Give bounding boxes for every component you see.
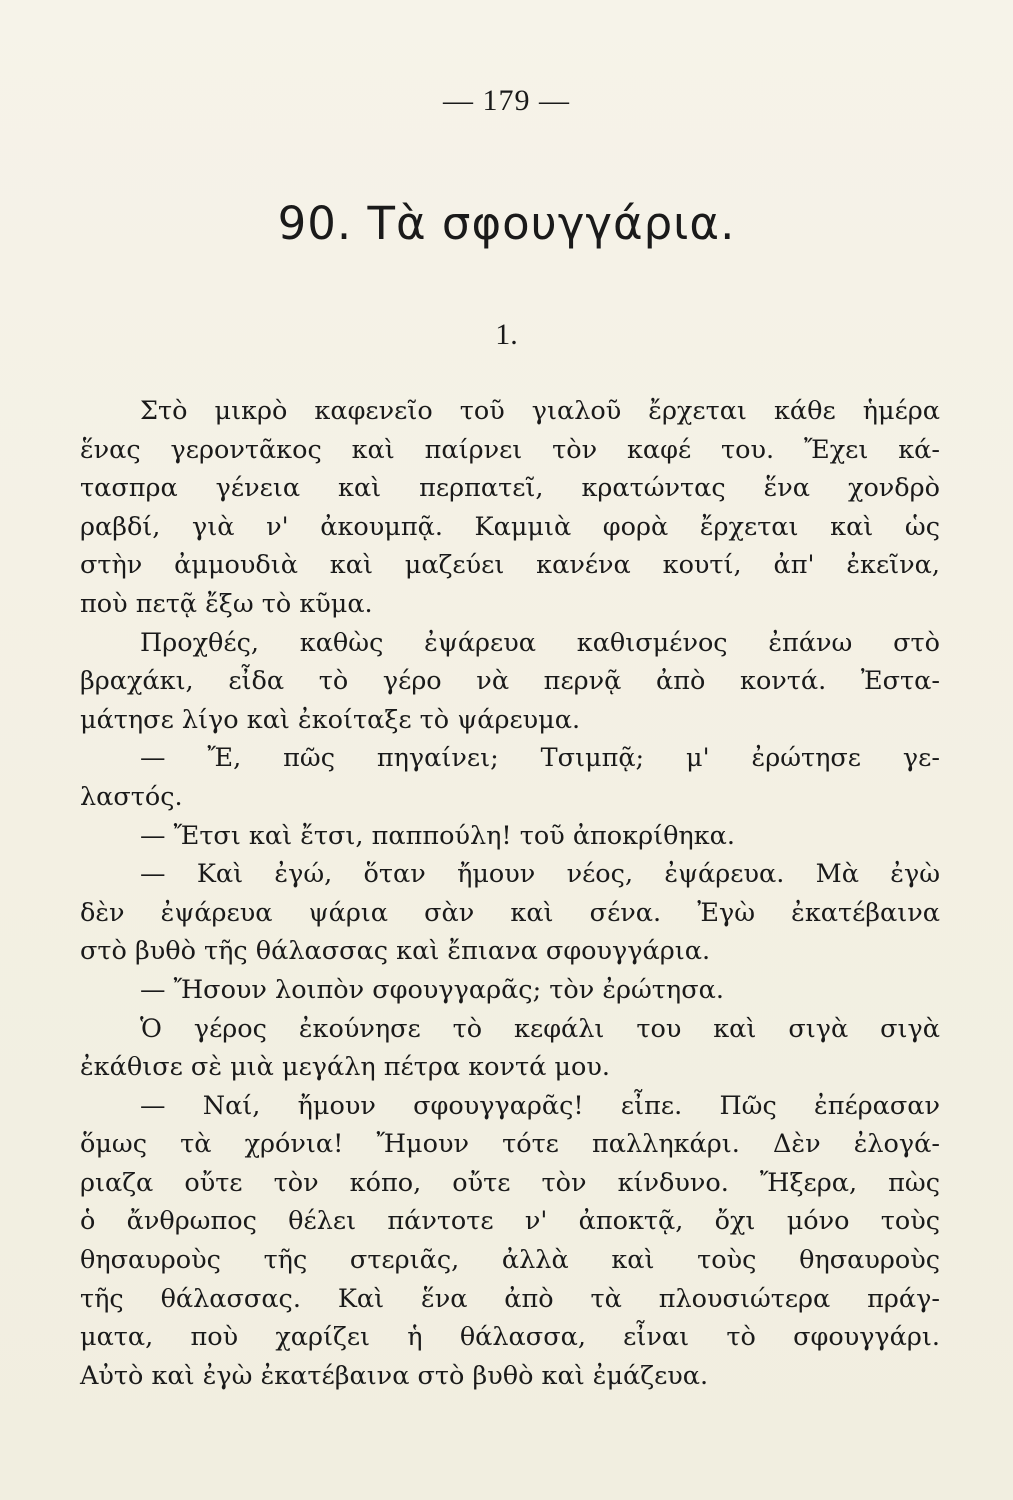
text-line: ποὺ πετᾷ ἔξω τὸ κῦμα. xyxy=(80,588,373,619)
text-line: μάτησε λίγο καὶ ἐκοίταξε τὸ ψάρευμα. xyxy=(80,704,581,735)
text-line: Στὸ μικρὸ καφενεῖο τοῦ γιαλοῦ ἔρχεται κάθε ἡμέρα xyxy=(140,396,940,426)
text-line: τῆς θάλασσας. Καὶ ἕνα ἀπὸ τὰ πλουσιώτερα πράγ- xyxy=(80,1283,940,1314)
text-line: — Ἔ, πῶς πηγαίνει; Τσιμπᾷ; μ' ἐρώτησε γε- xyxy=(140,743,940,774)
text-line: στὴν ἀμμουδιὰ καὶ μαζεύει κανένα κουτί, ἀπ' ἐκεῖνα, xyxy=(80,550,940,581)
text-line: ὅμως τὰ χρόνια! Ἤμουν τότε παλληκάρι. Δὲν ἐλογά- xyxy=(80,1129,940,1160)
text-line: Αὐτὸ καὶ ἐγὼ ἐκατέβαινα στὸ βυθὸ καὶ ἐμάζευα. xyxy=(80,1360,709,1391)
text-line: — Ἤσουν λοιπὸν σφουγγαρᾶς; τὸν ἐρώτησα. xyxy=(140,974,724,1005)
text-line: λαστός. xyxy=(80,781,183,812)
body-text xyxy=(80,392,940,1395)
text-line: ὁ ἄνθρωπος θέλει πάντοτε ν' ἀποκτᾷ, ὄχι μόνο τοὺς xyxy=(80,1206,940,1237)
text-line: — Ναί, ἤμουν σφουγγαρᾶς! εἶπε. Πῶς ἐπέρασαν xyxy=(140,1090,940,1121)
text-line: — Καὶ ἐγώ, ὅταν ἤμουν νέος, ἐψάρευα. Μὰ ἐγὼ xyxy=(140,859,940,890)
text-line: — Ἔτσι καὶ ἔτσι, παππούλη! τοῦ ἀποκρίθηκα. xyxy=(140,820,735,851)
chapter-title: 90. Τὰ σφουγγάρια. xyxy=(277,197,736,250)
text-line: ἕνας γεροντᾶκος καὶ παίρνει τὸν καφέ του. Ἔχει κά- xyxy=(80,434,940,465)
text-line: Ὁ γέρος ἐκούνησε τὸ κεφάλι του καὶ σιγὰ σιγὰ xyxy=(140,1013,940,1044)
text-line: στὸ βυθὸ τῆς θάλασσας καὶ ἔπιανα σφουγγάρια. xyxy=(80,936,711,967)
text-line: ἐκάθισε σὲ μιὰ μεγάλη πέτρα κοντά μου. xyxy=(80,1052,610,1083)
text-line: θησαυροὺς τῆς στεριᾶς, ἀλλὰ καὶ τοὺς θησαυροὺς xyxy=(80,1245,940,1276)
text-line: ματα, ποὺ χαρίζει ἡ θάλασσα, εἶναι τὸ σφουγγάρι. xyxy=(80,1322,940,1353)
page-number: — 179 — xyxy=(443,84,570,117)
text-line: δὲν ἐψάρευα ψάρια σὰν καὶ σένα. Ἐγὼ ἐκατέβαινα xyxy=(80,897,940,928)
text-line: ριαζα οὔτε τὸν κόπο, οὔτε τὸν κίνδυνο. Ἤξερα, πὼς xyxy=(80,1167,940,1198)
text-line: Προχθές, καθὼς ἐψάρευα καθισμένος ἐπάνω στὸ xyxy=(140,627,940,658)
text-line: τασπρα γένεια καὶ περπατεῖ, κρατώντας ἕνα χονδρὸ xyxy=(80,473,940,504)
text-line: βραχάκι, εἶδα τὸ γέρο νὰ περνᾷ ἀπὸ κοντά. Ἐστα- xyxy=(80,666,940,697)
section-number: 1. xyxy=(495,318,518,351)
text-line: ραβδί, γιὰ ν' ἀκουμπᾷ. Καμμιὰ φορὰ ἔρχεται καὶ ὡς xyxy=(80,511,940,542)
